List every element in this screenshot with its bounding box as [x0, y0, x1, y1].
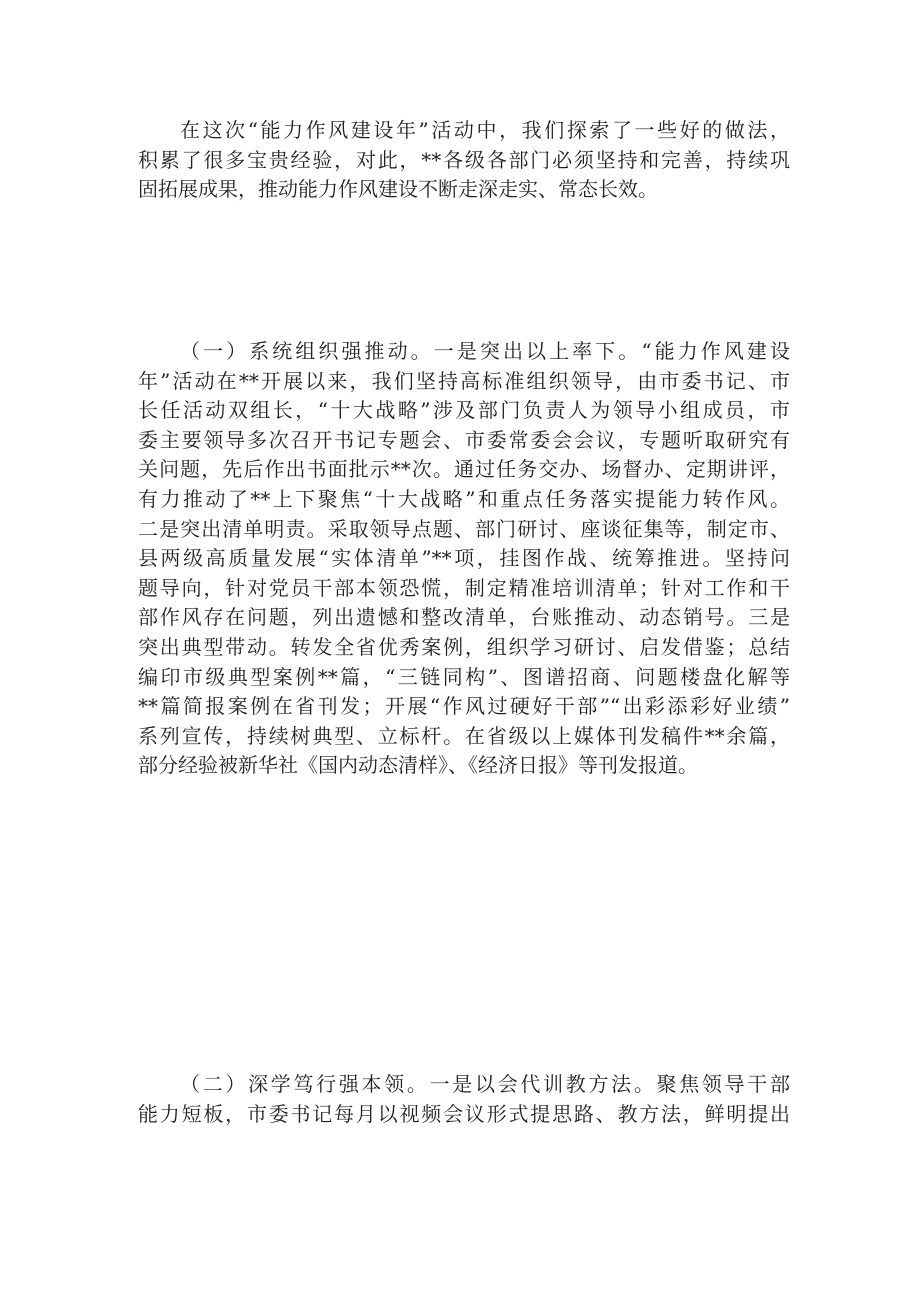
text-line: 关问题，先后作出书面批示**次。通过任务交办、场督办、定期讲评，	[138, 457, 790, 482]
paragraph-section-2	[138, 1070, 790, 1129]
text-line: 突出典型带动。转发全省优秀案例，组织学习研讨、启发借鉴；总结	[138, 634, 790, 659]
text-line: 部分经验被新华社《国内动态清样》、《经济日报》等刊发报道。	[138, 753, 698, 778]
text-line: **篇简报案例在省刊发；开展“作风过硬好干部”“出彩添彩好业绩”	[138, 694, 790, 719]
text-line: 题导向，针对党员干部本领恐慌，制定精准培训清单；针对工作和干	[138, 575, 790, 600]
paragraph-section-1	[138, 337, 790, 781]
text-line: 积累了很多宝贵经验，对此，**各级各部门必须坚持和完善，持续巩	[138, 147, 790, 172]
text-line: 固拓展成果，推动能力作风建设不断走深走实、常态长效。	[138, 177, 658, 202]
text-line: 有力推动了**上下聚焦“十大战略”和重点任务落实提能力转作风。	[138, 486, 790, 511]
text-line: （二）深学笃行强本领。一是以会代训教方法。聚焦领导干部	[180, 1072, 790, 1096]
text-line: 二是突出清单明责。采取领导点题、部门研讨、座谈征集等，制定市、	[138, 516, 790, 541]
text-line: 长任活动双组长，“十大战略”涉及部门负责人为领导小组成员，市	[138, 398, 790, 423]
text-line: 在这次“能力作风建设年”活动中，我们探索了一些好的做法，	[180, 118, 790, 142]
text-line: 委主要领导多次召开书记专题会、市委常委会会议，专题听取研究有	[138, 427, 790, 452]
text-line: 系列宣传，持续树典型、立标杆。在省级以上媒体刊发稿件**余篇，	[138, 723, 790, 748]
text-line: 部作风存在问题，列出遗憾和整改清单，台账推动、动态销号。三是	[138, 605, 790, 630]
text-line: 县两级高质量发展“实体清单”**项，挂图作战、统筹推进。坚持问	[138, 546, 790, 571]
paragraph-intro	[138, 116, 790, 205]
text-line: 年”活动在**开展以来，我们坚持高标准组织领导，由市委书记、市	[138, 368, 790, 393]
text-line: （一）系统组织强推动。一是突出以上率下。“能力作风建设	[180, 339, 790, 363]
text-line: 能力短板，市委书记每月以视频会议形式提思路、教方法，鲜明提出	[138, 1101, 790, 1126]
text-line: 编印市级典型案例**篇，“三链同构”、图谱招商、问题楼盘化解等	[138, 664, 790, 689]
